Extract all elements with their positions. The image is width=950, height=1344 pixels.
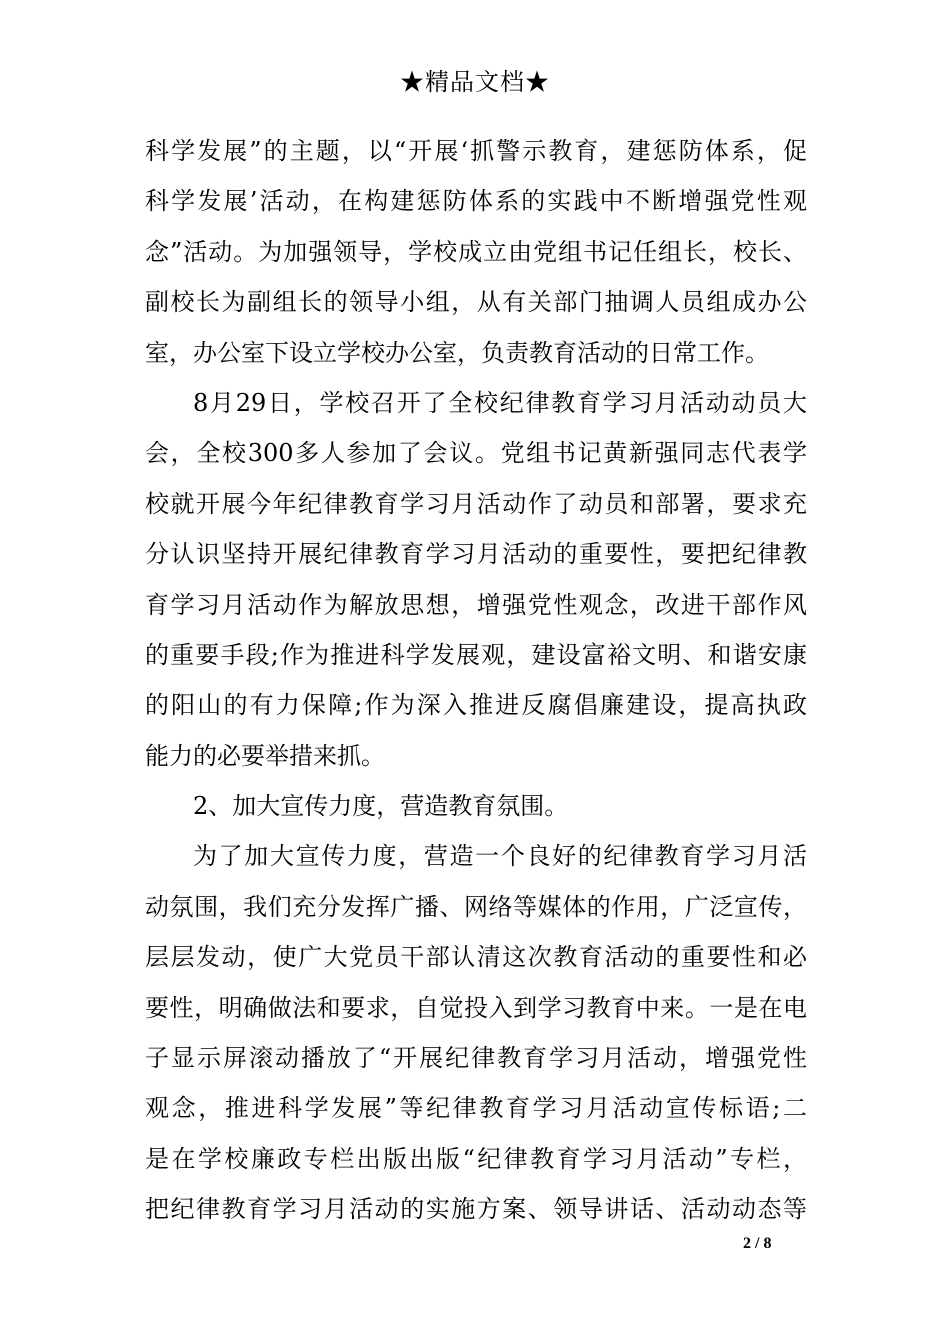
page-number: 2 / 8 [743, 1235, 772, 1252]
text-line: 动氛围，我们充分发挥广播、网络等媒体的作用，广泛宣传， [145, 892, 807, 921]
text-line: 是在学校廉政专栏出版出版“纪律教育学习月活动”专栏， [145, 1144, 807, 1173]
text-line: 观念，推进科学发展”等纪律教育学习月活动宣传标语;二 [145, 1094, 807, 1123]
text-line: 科学发展’活动，在构建惩防体系的实践中不断增强党性观 [145, 187, 807, 216]
text-line: 副校长为副组长的领导小组，从有关部门抽调人员组成办公 [145, 288, 807, 317]
text-line: 校就开展今年纪律教育学习月活动作了动员和部署，要求充 [145, 489, 807, 518]
text-line: 层层发动，使广大党员干部认清这次教育活动的重要性和必 [145, 943, 807, 972]
text-line: 把纪律教育学习月活动的实施方案、领导讲话、活动动态等 [145, 1195, 807, 1224]
text-line: 的重要手段;作为推进科学发展观，建设富裕文明、和谐安康 [145, 640, 807, 669]
text-line: 分认识坚持开展纪律教育学习月活动的重要性，要把纪律教 [145, 540, 807, 569]
document-header: ★精品文档★ [400, 68, 550, 96]
text-line: 科学发展”的主题，以“开展‘抓警示教育，建惩防体系，促 [145, 137, 807, 165]
text-line: 能力的必要举措来抓。 [145, 741, 385, 770]
text-line: 8月29日，学校召开了全校纪律教育学习月活动动员大 [193, 388, 807, 417]
text-line: 念”活动。为加强领导，学校成立由党组书记任组长，校长、 [145, 237, 807, 266]
text-line: 会，全校300多人参加了会议。党组书记黄新强同志代表学 [145, 439, 807, 468]
text-line: 的阳山的有力保障;作为深入推进反腐倡廉建设，提高执政 [145, 691, 807, 720]
text-line: 育学习月活动作为解放思想，增强党性观念，改进干部作风 [145, 590, 807, 619]
text-line: 子显示屏滚动播放了“开展纪律教育学习月活动，增强党性 [145, 1044, 807, 1073]
text-line: 要性，明确做法和要求，自觉投入到学习教育中来。一是在电 [145, 993, 807, 1022]
section-heading: 2、加大宣传力度，营造教育氛围。 [193, 792, 569, 821]
text-line: 为了加大宣传力度，营造一个良好的纪律教育学习月活 [193, 842, 807, 871]
document-body [145, 126, 807, 1235]
text-line: 室，办公室下设立学校办公室，负责教育活动的日常工作。 [145, 338, 769, 367]
